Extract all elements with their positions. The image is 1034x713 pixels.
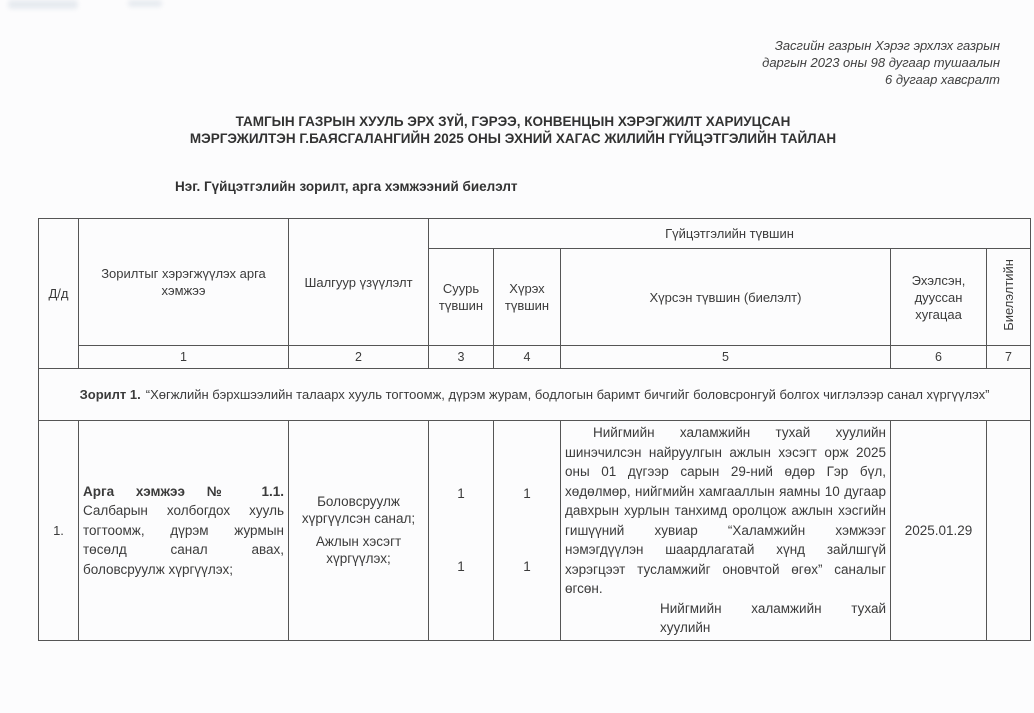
goal-cell xyxy=(39,369,1031,421)
target-value: 1 xyxy=(523,559,531,575)
header-achieved-level: Хүрсэн түвшин (биелэлт) xyxy=(561,249,891,346)
column-number-6: 6 xyxy=(891,346,987,369)
criteria-item: Боловсруулж хүргүүлсэн санал; xyxy=(301,494,416,527)
table-header-row-1 xyxy=(39,219,1031,249)
achieved-paragraph-2: Нийгмийн халамжийн тухай хуулийн xyxy=(660,600,886,635)
scan-artifact xyxy=(128,0,162,7)
corner-note-line: 6 дугаар хавсралт xyxy=(884,72,1000,87)
header-fulfillment-label: Биелэлтийн xyxy=(1001,259,1017,331)
column-number-3: 3 xyxy=(429,346,494,369)
goal-label: Зорилт 1. xyxy=(79,387,141,402)
corner-note-line: Засгийн газрын Хэрэг эрхлэх газрын xyxy=(774,38,1000,53)
base-value: 1 xyxy=(457,486,465,502)
cell-base-level xyxy=(429,421,494,641)
header-target-level: Хүрэх түвшин xyxy=(494,249,561,346)
column-number-2: 2 xyxy=(289,346,429,369)
column-number-row xyxy=(39,346,1031,369)
report-title xyxy=(0,113,1026,147)
scan-artifact xyxy=(8,0,78,9)
header-base-level: Суурь түвшин xyxy=(429,249,494,346)
performance-table xyxy=(38,218,1031,641)
header-measure: Зорилтыг хэрэгжүүлэх арга хэмжээ xyxy=(79,219,289,346)
target-value: 1 xyxy=(523,486,531,502)
column-number-7: 7 xyxy=(987,346,1031,369)
report-title-line1: ТАМГЫН ГАЗРЫН ХУУЛЬ ЭРХ ЗҮЙ, ГЭРЭЭ, КОНВЕНЦЫН ХЭРЭГЖИЛТ ХАРИУЦСАН xyxy=(235,114,791,129)
corner-note xyxy=(762,37,1000,88)
cell-fulfillment xyxy=(987,421,1031,641)
cell-period: 2025.01.29 xyxy=(891,421,987,641)
section-heading: Нэг. Гүйцэтгэлийн зорилт, арга хэмжээний биелэлт xyxy=(175,179,518,194)
table-row xyxy=(39,421,1031,641)
column-number-5: 5 xyxy=(561,346,891,369)
measure-label: Арга хэмжээ № 1.1. xyxy=(83,483,284,499)
cell-target-level xyxy=(494,421,561,641)
header-criteria: Шалгуур үзүүлэлт xyxy=(289,219,429,346)
cell-row-number: 1. xyxy=(39,421,79,641)
header-num: Д/д xyxy=(39,219,79,369)
cell-criteria xyxy=(289,421,429,641)
header-period: Эхэлсэн, дууссан хугацаа xyxy=(891,249,987,346)
column-number-1: 1 xyxy=(79,346,289,369)
base-value: 1 xyxy=(457,559,465,575)
measure-text: Салбарын холбогдох хууль тогтоомж, дүрэм журмын төсөлд санал авах, боловсруулж хүргүүлэх; xyxy=(83,503,284,577)
goal-text: “Хөгжлийн бэрхшээлийн талаарх хууль тогтоомж, дүрэм журам, бодлогын баримт бичгийг боловсронгуй болгох чиглэлээр санал хүргүүлэх” xyxy=(145,387,990,402)
corner-note-line: даргын 2023 оны 98 дугаар тушаалын xyxy=(762,55,1000,70)
goal-row xyxy=(39,369,1031,421)
report-title-line2: МЭРГЭЖИЛТЭН Г.БАЯСГАЛАНГИЙН 2025 ОНЫ ЭХНИЙ ХАГАС ЖИЛИЙН ГҮЙЦЭТГЭЛИЙН ТАЙЛАН xyxy=(189,131,837,146)
criteria-item: Ажлын хэсэгт хүргүүлэх; xyxy=(315,534,402,567)
column-number-4: 4 xyxy=(494,346,561,369)
header-fulfillment xyxy=(987,249,1031,346)
cell-achieved xyxy=(561,421,891,641)
cell-measure xyxy=(79,421,289,641)
achieved-paragraph-1: Нийгмийн халамжийн тухай хуулийн шинэчилсэн найруулгын ажлын хэсэгт орж 2025 оны 01 дүгээр сарын 29-ний өдөр Гэр бүл, хөдөлмөр, нийгмийн хамгааллын яамны 10 дугаар давхрын хурлын танхимд оролцож ажлын хэсгийн гишүүний хувиар “Халамжийн хэмжээг нэмэгдүүлэн шаардлагатай хүнд зайлшгүй хэрэгцээт тусламжийг оновчтой өгөх” саналыг өгсөн. xyxy=(565,425,886,596)
header-performance-level: Гүйцэтгэлийн түвшин xyxy=(429,219,1031,249)
